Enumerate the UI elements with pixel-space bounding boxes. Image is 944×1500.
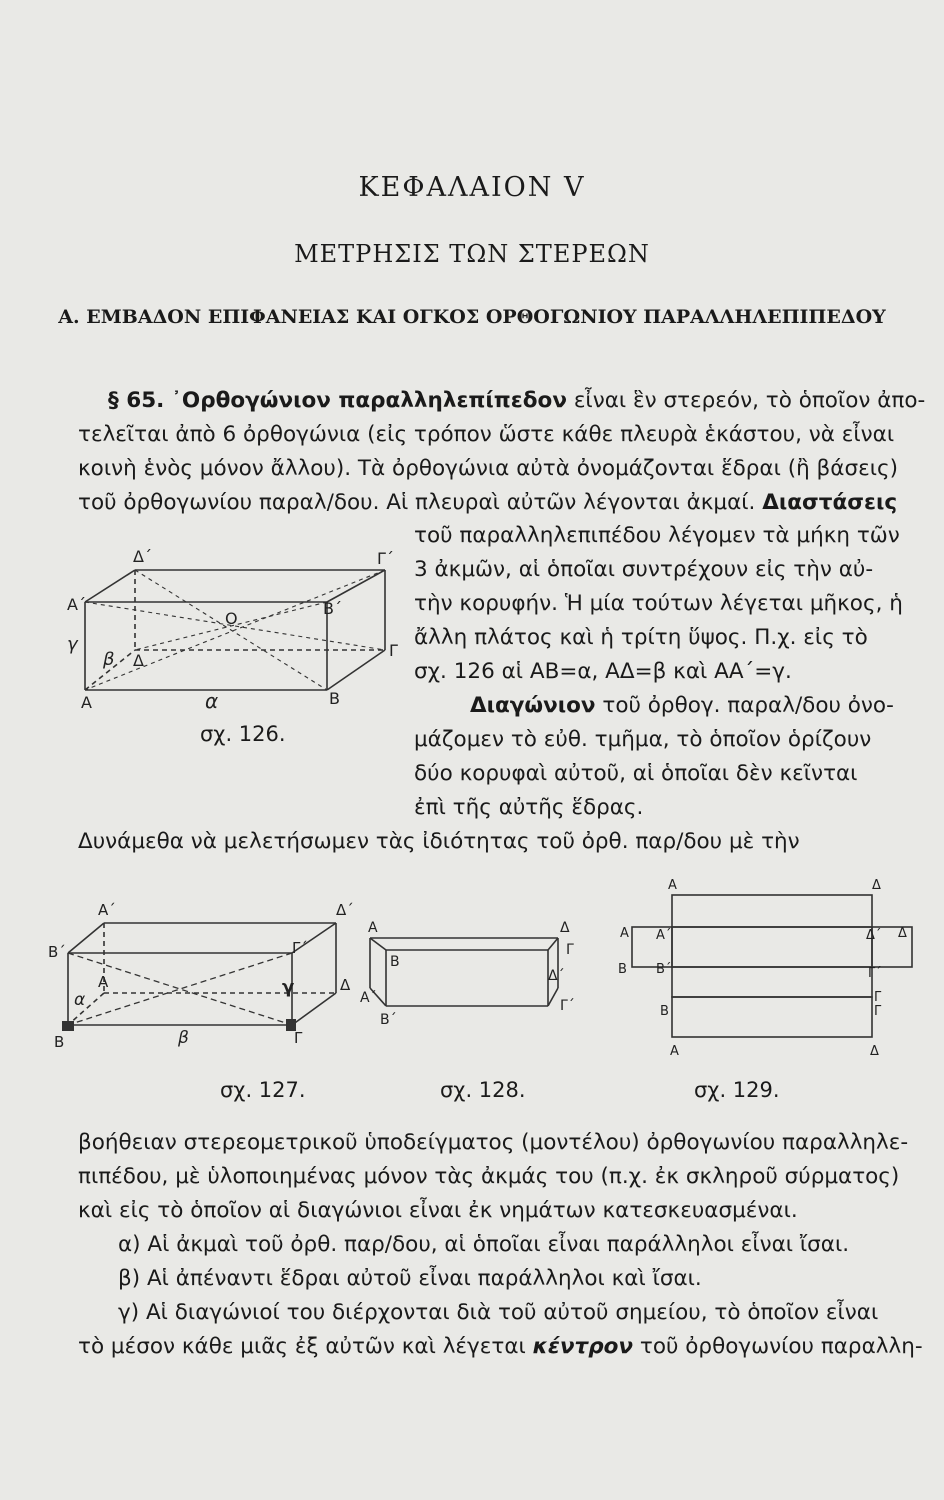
fig126-label: Α΄	[67, 595, 86, 614]
property-b: β) Αἱ ἀπέναντι ἕδραι αὐτοῦ εἶναι παράλληλοι καὶ ἴσαι.	[118, 1266, 702, 1291]
para-line-7: τὴν κορυφήν. Ἡ μία τούτων λέγεται μῆκος, ἡ	[414, 591, 903, 616]
para-line-10	[470, 693, 894, 718]
figure-127	[48, 895, 368, 1055]
para-line-3: κοινὴ ἑνὸς μόνον ἄλλου). Τὰ ὀρθογώνια αὐτὰ ὀνομάζονται ἕδραι (ἢ βάσεις)	[78, 456, 898, 481]
fig126-label: β	[103, 649, 115, 670]
fig126-caption: σχ. 126.	[200, 722, 286, 746]
fig127-label: Γ΄	[292, 939, 308, 957]
fig126-label: Ο	[225, 609, 238, 628]
para-line-11: μάζομεν τὸ εὐθ. τμῆμα, τὸ ὁποῖον ὁρίζουν	[414, 727, 872, 752]
fig128-label: Α	[368, 920, 378, 936]
fig127-label: β	[178, 1028, 189, 1048]
fig129-label: Γ΄	[868, 966, 882, 981]
defined-term: ᾿Ορθογώνιον παραλληλεπίπεδον	[171, 388, 567, 413]
fig126-label: Δ΄	[133, 547, 152, 566]
fig129-caption: σχ. 129.	[694, 1078, 780, 1102]
continuation-line-1: βοήθειαν στερεομετρικοῦ ὑποδείγματος (μοντέλου) ὀρθογωνίου παραλληλε-	[78, 1130, 909, 1155]
fig126-label: Γ	[389, 641, 398, 660]
para-number: § 65.	[108, 388, 165, 413]
fig129-label: Β	[618, 962, 627, 977]
fig129-label: Β΄	[656, 962, 672, 977]
continuation-line-2: πιπέδου, μὲ ὑλοποιημένας μόνον τὰς ἀκμάς του (π.χ. ἐκ σκληροῦ σύρματος)	[78, 1164, 900, 1189]
fig126-label: Β΄	[323, 599, 342, 618]
fig126-label: Γ΄	[377, 549, 394, 568]
fig127-label: Β	[54, 1033, 65, 1051]
fig129-label: Α΄	[656, 928, 672, 943]
fig129-label: Γ	[874, 1004, 882, 1019]
para-text: τοῦ ὀρθογωνίου παραλλη-	[639, 1334, 923, 1359]
property-c-line-2	[78, 1334, 923, 1359]
fig126-label: γ	[67, 634, 78, 655]
fig127-label: Δ	[340, 976, 351, 994]
para-text: τὸ μέσον κάθε μιᾶς ἐξ αὐτῶν καὶ λέγεται	[78, 1334, 526, 1359]
defined-term-center: κέντρον	[532, 1334, 634, 1359]
para-line-9: σχ. 126 αἱ ΑΒ=α, ΑΔ=β καὶ ΑΑ΄=γ.	[414, 659, 792, 684]
para-line-13: ἐπὶ τῆς αὐτῆς ἕδρας.	[414, 795, 644, 820]
fig129-label: Α	[668, 878, 677, 893]
para-line-5: τοῦ παραλληλεπιπέδου λέγομεν τὰ μήκη τῶν	[414, 523, 900, 548]
fig129-label: Γ	[874, 990, 882, 1005]
fig129-label: Α	[670, 1044, 679, 1059]
defined-term-dimensions: Διαστάσεις	[762, 490, 898, 515]
fig127-label: Α	[98, 973, 109, 991]
fig128-caption: σχ. 128.	[440, 1078, 526, 1102]
property-a: α) Αἱ ἀκμαὶ τοῦ ὀρθ. παρ/δου, αἱ ὁποῖαι εἶναι παράλληλοι εἶναι ἴσαι.	[118, 1232, 850, 1257]
fig129-label: Α	[620, 926, 629, 941]
para-line-12: δύο κορυφαὶ αὐτοῦ, αἱ ὁποῖαι δὲν κεῖνται	[414, 761, 858, 786]
fig128-label: Γ΄	[560, 998, 575, 1014]
fig127-label: Β΄	[48, 943, 66, 961]
para-line-1	[108, 388, 925, 413]
chapter-heading: ΚΕΦΑΛΑΙΟΝ V	[358, 172, 586, 203]
fig128-label: Β	[390, 954, 400, 970]
para-text: εἶναι ἓν στερεόν, τὸ ὁποῖον ἀπο-	[573, 388, 926, 413]
fig127-label: Δ΄	[336, 901, 354, 919]
fig127-label: γ	[282, 977, 295, 998]
chapter-title: ΜΕΤΡΗΣΙΣ ΤΩΝ ΣΤΕΡΕΩΝ	[294, 240, 650, 268]
fig129-label: Δ	[898, 926, 907, 941]
section-heading: Α. ΕΜΒΑΔΟΝ ΕΠΙΦΑΝΕΙΑΣ ΚΑΙ ΟΓΚΟΣ ΟΡΘΟΓΩΝΙΟΥ ΠΑΡΑΛΛΗΛΕΠΙΠΕΔΟΥ	[58, 306, 886, 328]
fig128-label: Α΄	[360, 990, 377, 1006]
fig126-label: α	[205, 689, 219, 713]
fig127-label: Α΄	[98, 901, 116, 919]
fig129-label: Δ	[872, 878, 881, 893]
fig126-label: Β	[329, 689, 340, 708]
figure-128	[360, 920, 580, 1030]
para-line-2: τελεῖται ἀπὸ 6 ὀρθογώνια (εἰς τρόπον ὥστε κάθε πλευρὰ ἑκάστου, νὰ εἶναι	[78, 422, 895, 447]
fig129-label: Δ	[870, 1044, 879, 1059]
continuation-line-3: καὶ εἰς τὸ ὁποῖον αἱ διαγώνιοι εἶναι ἐκ νημάτων κατεσκευασμέναι.	[78, 1198, 798, 1223]
para-line-4	[78, 490, 897, 515]
fig127-caption: σχ. 127.	[220, 1078, 306, 1102]
fig128-label: Δ΄	[548, 968, 565, 984]
fig129-label: Δ΄	[866, 928, 882, 943]
para-text: τοῦ ὀρθογωνίου παραλ/δου. Αἱ πλευραὶ αὐτῶν λέγονται ἀκμαί.	[78, 490, 756, 515]
defined-term-diagonal: Διαγώνιον	[470, 693, 596, 718]
fig127-label: Γ	[294, 1029, 303, 1047]
fig127-label: α	[74, 990, 86, 1010]
fig128-label: Δ	[560, 920, 570, 936]
fig126-label: Α	[81, 693, 92, 712]
fig128-label: Γ	[566, 942, 574, 958]
fig126-label: Δ	[133, 651, 144, 670]
para-line-8: ἄλλη πλάτος καὶ ἡ τρίτη ὕψος. Π.χ. εἰς τὸ	[414, 625, 868, 650]
para-line-6: 3 ἀκμῶν, αἱ ὁποῖαι συντρέχουν εἰς τὴν αὐ-	[414, 557, 874, 582]
para-line-14: Δυνάμεθα νὰ μελετήσωμεν τὰς ἰδιότητας τοῦ ὀρθ. παρ/δου μὲ τὴν	[78, 829, 800, 854]
figure-129	[612, 875, 922, 1060]
figure-126	[55, 540, 398, 715]
para-text: τοῦ ὀρθογ. παραλ/δου ὀνο-	[602, 693, 894, 718]
property-c-line-1: γ) Αἱ διαγώνιοί του διέρχονται διὰ τοῦ αὐτοῦ σημείου, τὸ ὁποῖον εἶναι	[118, 1300, 879, 1325]
fig129-label: Β	[660, 1004, 669, 1019]
fig128-label: Β΄	[380, 1012, 397, 1028]
